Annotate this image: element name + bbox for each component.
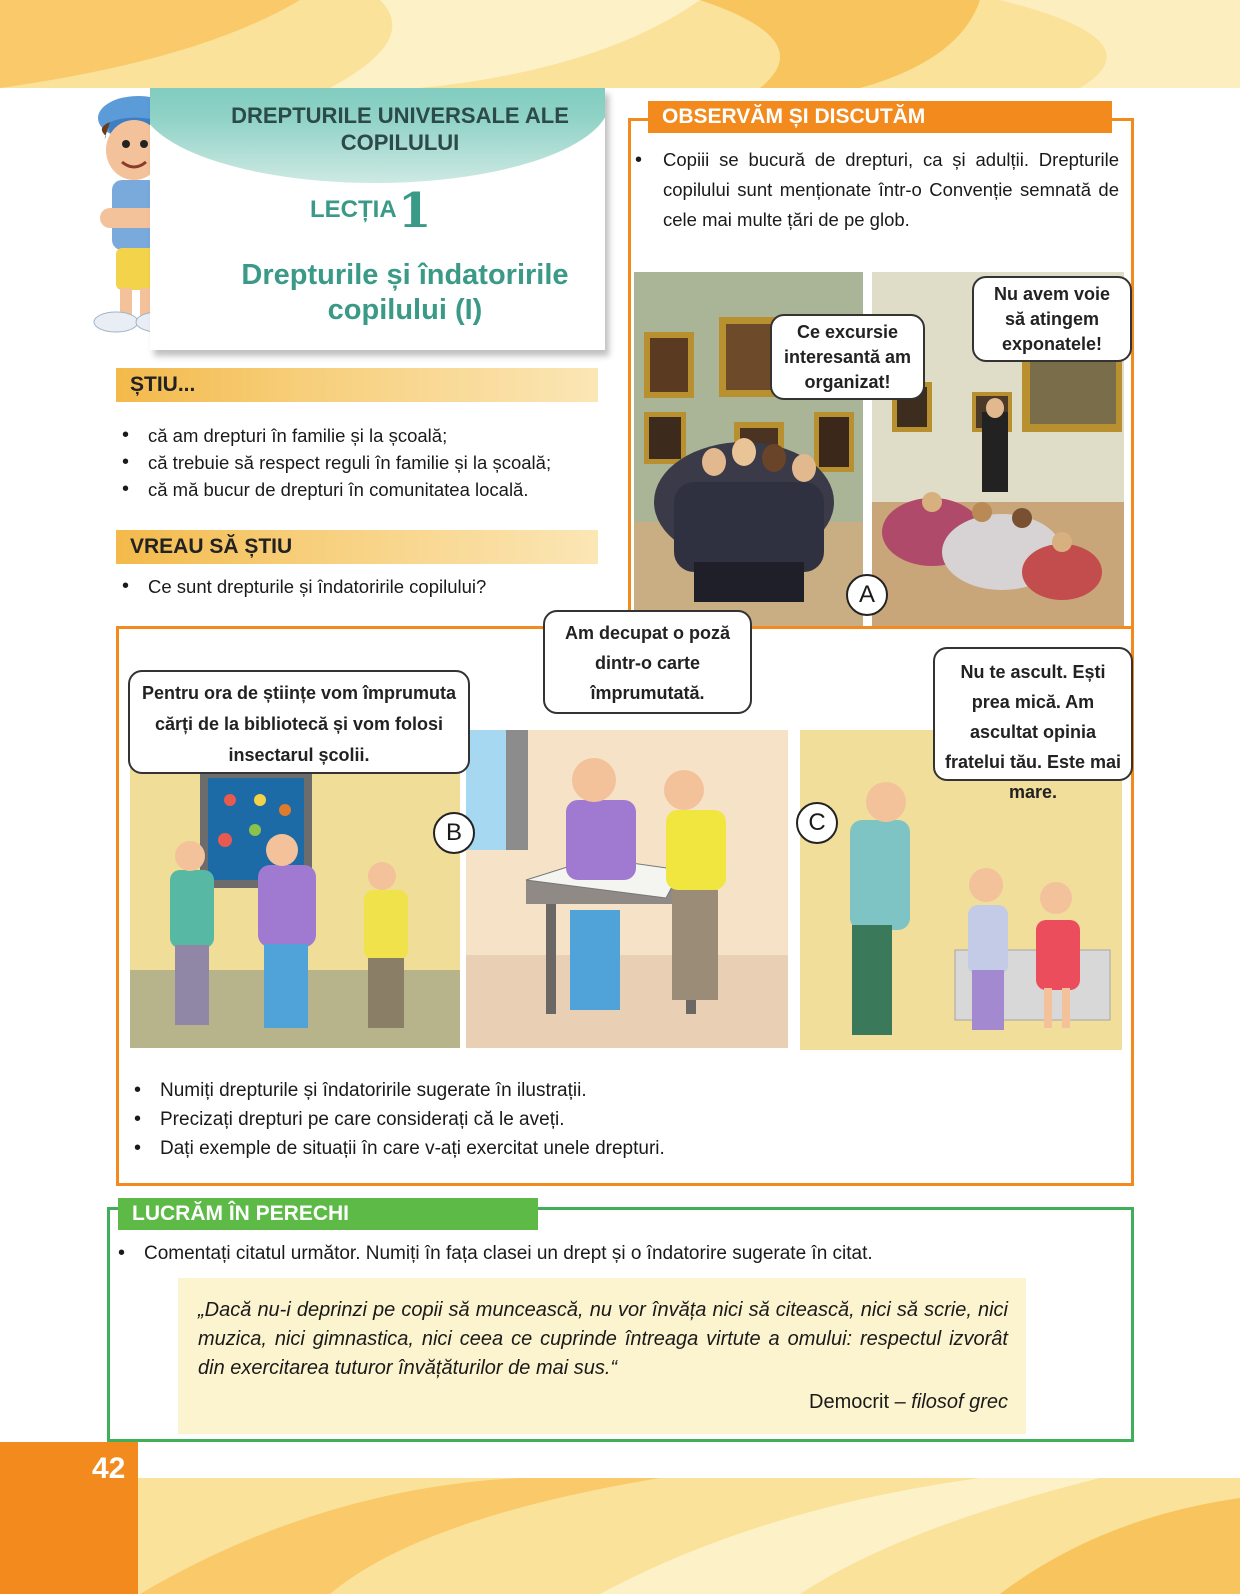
perechi-heading: LUCRĂM ÎN PERECHI xyxy=(118,1198,538,1230)
author-name: Democrit – xyxy=(809,1391,906,1413)
list-item: • Ce sunt drepturile și îndatoririle copilului? xyxy=(116,573,606,600)
speech-bubble-c: Nu te ascult. Ești prea mică. Am ascultat opinia fratelui tău. Este mai mare. xyxy=(933,647,1133,781)
author-role: filosof grec xyxy=(911,1391,1008,1413)
lesson-title-card xyxy=(150,88,605,350)
illustration-b-book xyxy=(466,730,788,1048)
list-item: • Dați exemple de situații în care v-ați exercitat unele drepturi. xyxy=(128,1134,1028,1163)
list-item: • că am drepturi în familie și la școală; xyxy=(116,422,606,449)
questions-list xyxy=(128,1076,1028,1163)
list-item: • că mă bucur de drepturi în comunitatea locală. xyxy=(116,476,606,503)
quote-text: „Dacă nu-i deprinzi pe copii să muncească, nu vor învăța nici să citească, nici să scrie, nici muzica, nici gimnastica, nici ceea ce cuprinde întreaga virtute a omului: respectul izvorât din exercitarea tuturor învățăturilor de mai sus.“ xyxy=(198,1299,1008,1379)
list-item: • Numiți drepturile și îndatoririle sugerate în ilustrații. xyxy=(128,1076,1028,1105)
stiu-heading: ȘTIU... xyxy=(116,368,598,402)
label-b: B xyxy=(433,812,475,854)
page-number: 42 xyxy=(92,1452,126,1485)
speech-bubble-b-left: Pentru ora de științe vom împrumuta cărți de la bibliotecă și vom folosi insectarul școlii. xyxy=(128,670,470,774)
observam-paragraph: • Copiii se bucură de drepturi, ca și adulții. Drepturile copilului sunt menționate într-o Convenție semnată de cele mai multe țări de pe glob. xyxy=(635,145,1119,235)
footer-background xyxy=(0,1478,1240,1594)
bullet-icon: • xyxy=(635,149,643,171)
label-a: A xyxy=(846,574,888,616)
speech-bubble-b-right: Am decupat o poză dintr-o carte împrumutată. xyxy=(543,610,752,714)
observam-heading: OBSERVĂM ȘI DISCUTĂM xyxy=(648,101,1112,133)
quote-author xyxy=(700,1388,1008,1417)
list-item: • Comentați citatul următor. Numiți în fața clasei un drept și o îndatorire sugerate în citat. xyxy=(112,1240,1122,1267)
label-c: C xyxy=(796,802,838,844)
illustration-b-classroom xyxy=(130,730,460,1048)
vreau-list xyxy=(116,573,606,600)
stiu-list xyxy=(116,422,606,503)
chapter-title: DREPTURILE UNIVERSALE ALE COPILULUI xyxy=(231,103,569,155)
lesson-number: 1 xyxy=(398,183,432,239)
header-background xyxy=(0,0,1240,88)
vreau-heading: VREAU SĂ ȘTIU xyxy=(116,530,598,564)
lesson-title: Drepturile și îndatoririle copilului (I) xyxy=(241,259,569,326)
list-item: • Precizați drepturi pe care considerați că le aveți. xyxy=(128,1105,1028,1134)
speech-bubble-a-right: Nu avem voie să atingem exponatele! xyxy=(972,276,1132,362)
list-item: • că trebuie să respect reguli în familie și la școală; xyxy=(116,449,606,476)
speech-bubble-a-left: Ce excursie interesantă am organizat! xyxy=(770,314,925,400)
lesson-label: LECȚIA xyxy=(310,196,397,223)
perechi-instruction-list xyxy=(112,1240,1122,1267)
